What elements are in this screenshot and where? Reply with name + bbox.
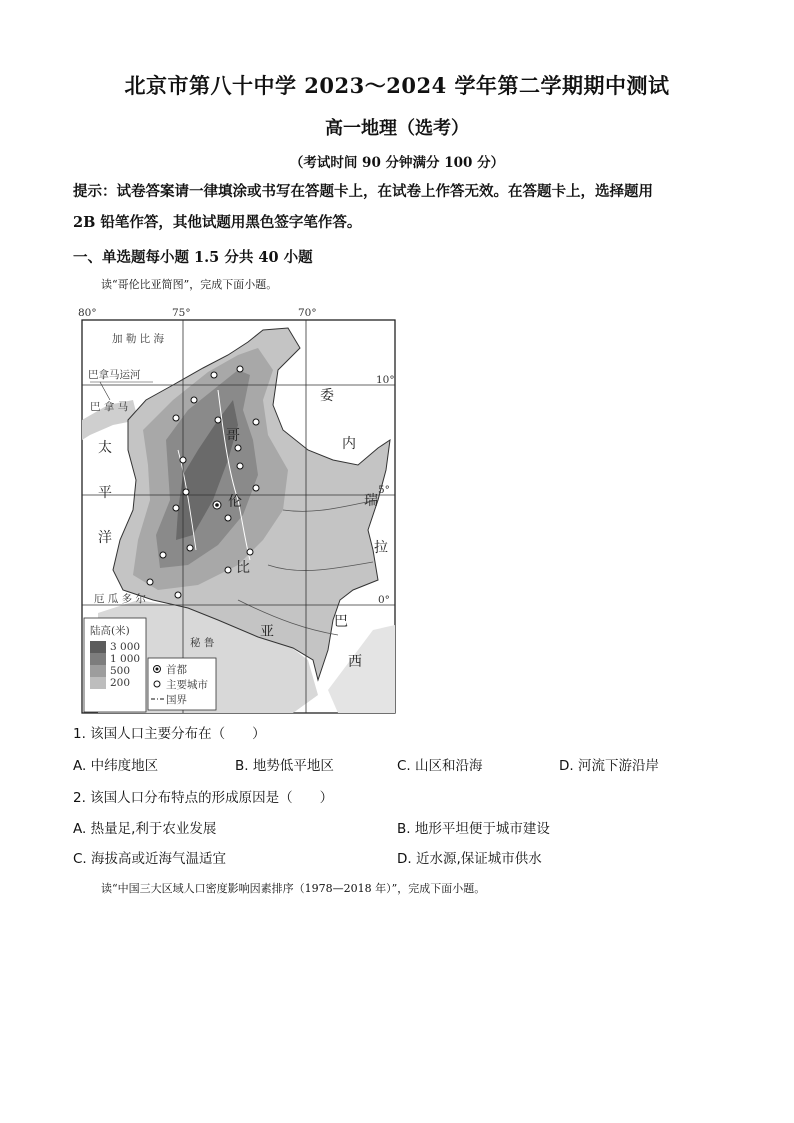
legend-level-500: 500 <box>110 665 131 677</box>
legend-capital: 首都 <box>166 664 187 676</box>
city <box>225 515 231 521</box>
question-2-option-d: D. 近水源,保证城市供水 <box>397 851 542 867</box>
city <box>235 445 241 451</box>
legend-swatch-1000 <box>90 653 106 665</box>
label-ecuador: 厄 瓜 多 尔 <box>94 593 147 605</box>
label-pacific-1: 太 <box>98 440 112 456</box>
label-peru: 秘 鲁 <box>190 637 215 649</box>
label-venezuela-4: 拉 <box>374 540 388 556</box>
legend-swatch-3000 <box>90 641 106 653</box>
city <box>191 397 197 403</box>
city <box>237 366 243 372</box>
instructions-line-1: 提示：试卷答案请一律填涂或书写在答题卡上，在试卷上作答无效。在答题卡上，选择题用 <box>73 183 653 200</box>
city <box>175 592 181 598</box>
question-2-option-c: C. 海拔高或近海气温适宜 <box>73 851 227 867</box>
lon-label-75: 75° <box>172 307 191 319</box>
lat-label-5: 5° <box>378 484 390 496</box>
legend-level-1000: 1 000 <box>110 653 141 665</box>
section-heading: 一、单选题每小题 1.5 分共 40 小题 <box>73 249 313 266</box>
city <box>187 545 193 551</box>
intro-map: 读“哥伦比亚简图”，完成下面小题。 <box>101 278 278 291</box>
city <box>160 552 166 558</box>
instructions <box>73 176 723 238</box>
exam-subtitle: 高一地理（选考） <box>325 118 469 139</box>
label-pacific-3: 洋 <box>98 530 112 546</box>
label-caribbean: 加 勒 比 海 <box>112 333 165 345</box>
city <box>183 489 189 495</box>
question-2-option-b: B. 地形平坦便于城市建设 <box>397 821 550 837</box>
label-colombia-3: 比 <box>236 560 250 576</box>
legend-level-3000: 3 000 <box>110 641 141 653</box>
lat-label-0: 0° <box>378 594 390 606</box>
label-pacific-2: 平 <box>98 485 112 501</box>
label-panama: 巴 拿 马 <box>90 401 129 413</box>
label-colombia-1: 哥 <box>226 428 240 444</box>
label-brazil-2: 西 <box>348 654 362 670</box>
question-2-option-a: A. 热量足,利于农业发展 <box>73 821 217 837</box>
question-1-stem: 1. 该国人口主要分布在（ ） <box>73 726 266 742</box>
legend-swatch-500 <box>90 665 106 677</box>
legend-border: 国界 <box>166 694 187 706</box>
instructions-line-2: 2B 铅笔作答，其他试题用黑色签字笔作答。 <box>73 214 362 231</box>
question-1-option-b: B. 地势低平地区 <box>235 758 334 774</box>
intro-population-ranking: 读“中国三大区域人口密度影响因素排序（1978—2018 年）”，完成下面小题。 <box>101 882 486 895</box>
city <box>180 457 186 463</box>
exam-title: 北京市第八十中学 2023～2024 学年第二学期期中测试 <box>124 73 670 98</box>
legend-city: 主要城市 <box>166 679 208 691</box>
label-venezuela-3: 瑞 <box>364 493 378 509</box>
label-colombia-4: 亚 <box>260 624 274 640</box>
legend-title: 陆高(米) <box>90 625 130 637</box>
exam-duration-note: （考试时间 90 分钟满分 100 分） <box>289 155 505 171</box>
city <box>211 372 217 378</box>
label-venezuela-2: 内 <box>342 436 356 452</box>
city <box>225 567 231 573</box>
question-1-option-d: D. 河流下游沿岸 <box>559 758 659 774</box>
city <box>173 415 179 421</box>
city <box>173 505 179 511</box>
city <box>253 419 259 425</box>
city <box>253 485 259 491</box>
label-panama-canal: 巴拿马运河 <box>88 369 141 381</box>
lat-label-10: 10° <box>376 374 395 386</box>
legend-level-200: 200 <box>110 677 131 689</box>
city <box>147 579 153 585</box>
question-1-option-c: C. 山区和沿海 <box>397 758 483 774</box>
label-colombia-2: 伦 <box>228 494 242 510</box>
city <box>215 417 221 423</box>
capital-bogota <box>213 501 221 509</box>
city <box>247 549 253 555</box>
legend-swatch-200 <box>90 677 106 689</box>
city <box>237 463 243 469</box>
question-2-stem: 2. 该国人口分布特点的形成原因是（ ） <box>73 790 334 806</box>
label-venezuela-1: 委 <box>320 388 334 404</box>
lon-label-70: 70° <box>298 307 317 319</box>
question-1-option-a: A. 中纬度地区 <box>73 758 159 774</box>
lon-label-80: 80° <box>78 307 97 319</box>
label-brazil-1: 巴 <box>334 614 348 630</box>
colombia-map <box>78 300 398 715</box>
